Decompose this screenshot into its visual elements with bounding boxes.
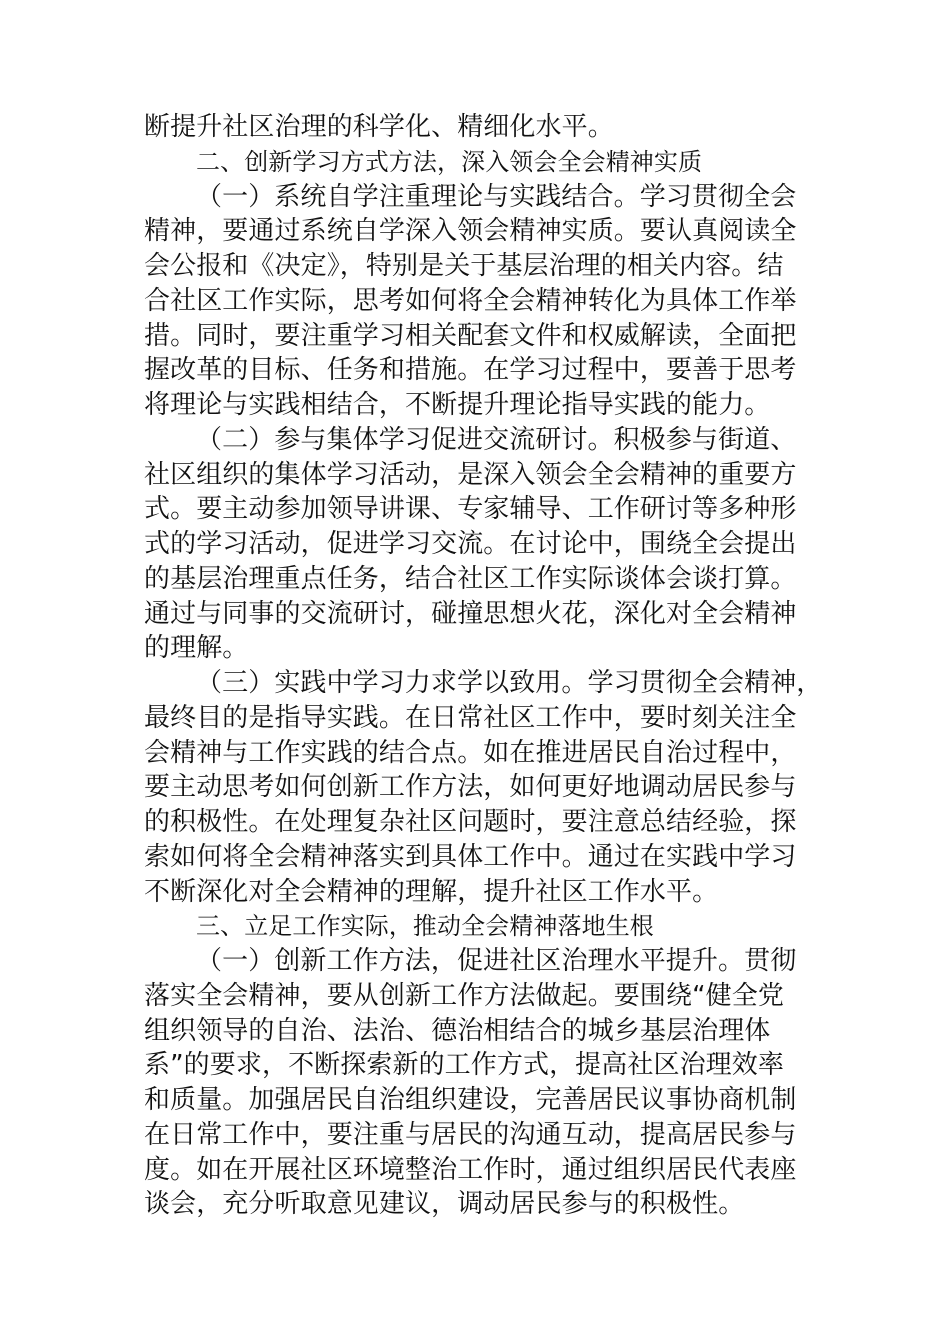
text-line: 通过与同事的交流研讨，碰撞思想火花，深化对全会精神 (144, 598, 797, 629)
text-line: 式。要主动参加领导讲课、专家辅导、工作研讨等多种形 (144, 494, 797, 525)
text-line: 最终目的是指导实践。在日常社区工作中，要时刻关注全 (144, 702, 797, 733)
text-line: （一）创新工作方法，促进社区治理水平提升。贯彻 (196, 946, 797, 976)
text-line: 握改革的目标、任务和措施。在学习过程中，要善于思考 (144, 355, 797, 386)
text-line: 谈会，充分听取意见建议，调动居民参与的积极性。 (144, 1189, 745, 1220)
text-line: （三）实践中学习力求学以致用。学习贯彻全会精神， (196, 668, 823, 698)
text-line: 组织领导的自治、法治、德治相结合的城乡基层治理体 (144, 1015, 771, 1046)
text-line: 断提升社区治理的科学化、精细化水平。 (144, 112, 614, 142)
text-line: 式的学习活动，促进学习交流。在讨论中，围绕全会提出 (144, 529, 797, 559)
text-line: 精神，要通过系统自学深入领会精神实质。要认真阅读全 (144, 216, 797, 247)
text-line: 会精神与工作实践的结合点。如在推进居民自治过程中， (144, 737, 797, 768)
text-line: （一）系统自学注重理论与实践结合。学习贯彻全会 (196, 181, 797, 212)
text-line: 不断深化对全会精神的理解，提升社区工作水平。 (144, 876, 719, 907)
text-line: （二）参与集体学习促进交流研讨。积极参与街道、 (196, 424, 797, 455)
text-line: 的积极性。在处理复杂社区问题时，要注意总结经验，探 (144, 807, 797, 837)
text-line: 措。同时，要注重学习相关配套文件和权威解读，全面把 (144, 320, 797, 351)
text-line: 将理论与实践相结合，不断提升理论指导实践的能力。 (144, 390, 771, 420)
text-line: 度。如在开展社区环境整治工作时，通过组织居民代表座 (144, 1154, 797, 1185)
text-line: 合社区工作实际，思考如何将全会精神转化为具体工作举 (144, 285, 797, 316)
text-line: 在日常工作中，要注重与居民的沟通互动，提高居民参与 (144, 1119, 797, 1150)
document-body (144, 110, 824, 1222)
section-heading: 三、立足工作实际，推动全会精神落地生根 (196, 912, 654, 941)
text-line: 社区组织的集体学习活动，是深入领会全会精神的重要方 (144, 459, 797, 490)
section-heading: 二、创新学习方式方法，深入领会全会精神实质 (196, 147, 703, 176)
text-line: 落实全会精神，要从创新工作方法做起。要围绕“健全党 (144, 980, 784, 1011)
text-line: 要主动思考如何创新工作方法，如何更好地调动居民参与 (144, 772, 797, 803)
text-line: 的基层治理重点任务，结合社区工作实际谈体会谈打算。 (144, 563, 797, 594)
text-line: 会公报和《决定》，特别是关于基层治理的相关内容。结 (144, 251, 784, 281)
text-line: 和质量。加强居民自治组织建设，完善居民议事协商机制 (144, 1085, 797, 1115)
text-line: 索如何将全会精神落实到具体工作中。通过在实践中学习 (144, 841, 797, 872)
text-line: 系”的要求，不断探索新的工作方式，提高社区治理效率 (144, 1050, 784, 1081)
text-line: 的理解。 (144, 633, 249, 664)
